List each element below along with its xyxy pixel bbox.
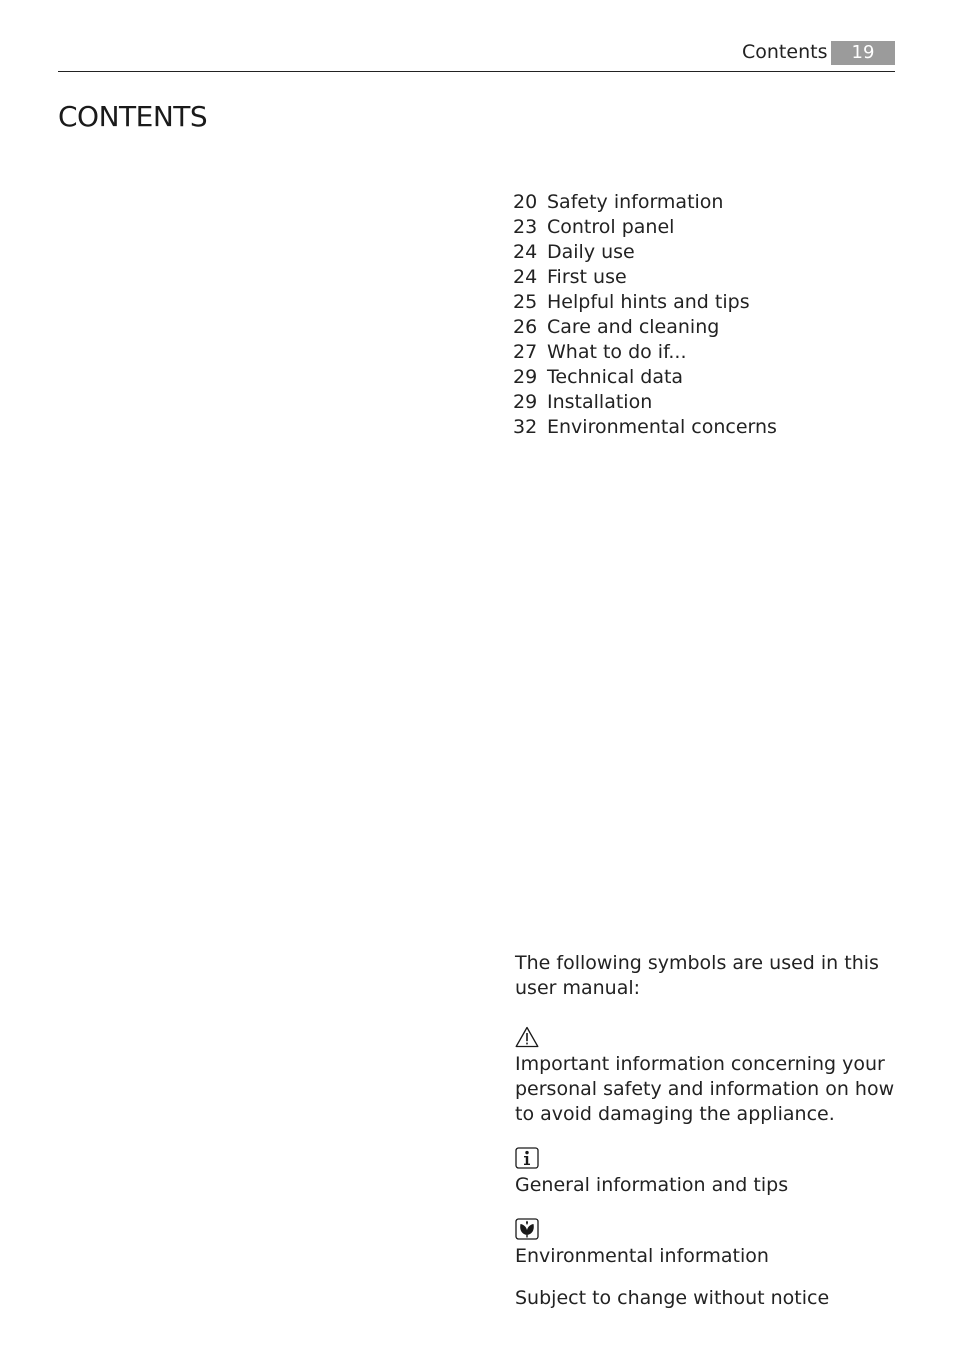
info-text: General information and tips	[515, 1174, 789, 1196]
toc-page: 23	[513, 216, 538, 238]
toc-title: Helpful hints and tips	[547, 291, 750, 313]
toc-entry[interactable]	[513, 265, 913, 290]
symbols-intro: The following symbols are used in this user manual:	[515, 952, 879, 999]
toc-entry[interactable]	[513, 190, 913, 215]
toc-page: 27	[513, 341, 538, 363]
toc-entry[interactable]	[513, 365, 913, 390]
toc-page: 20	[513, 191, 538, 213]
toc-title: Control panel	[547, 216, 675, 238]
toc-title: Care and cleaning	[547, 316, 720, 338]
toc-entry[interactable]	[513, 240, 913, 265]
toc-entry[interactable]	[513, 315, 913, 340]
toc-entry[interactable]	[513, 340, 913, 365]
toc-title: Technical data	[547, 366, 684, 388]
warning-text: Important information concerning your personal safety and information on how to avoid damaging the appliance.	[515, 1053, 895, 1125]
info-icon	[515, 1147, 895, 1171]
toc-title: Environmental concerns	[547, 416, 777, 438]
toc-page: 25	[513, 291, 538, 313]
environment-text: Environmental information	[515, 1245, 769, 1267]
toc-title: Installation	[547, 391, 653, 413]
header-rule	[58, 71, 895, 72]
toc-entry[interactable]	[513, 290, 913, 315]
symbols-legend	[515, 951, 895, 1311]
toc-entry[interactable]	[513, 415, 913, 440]
page-number: 19	[831, 41, 895, 65]
environment-icon	[515, 1218, 895, 1242]
toc-title: Daily use	[547, 241, 635, 263]
toc-entry[interactable]	[513, 215, 913, 240]
toc-page: 24	[513, 241, 538, 263]
toc-entry[interactable]	[513, 390, 913, 415]
page-title: CONTENTS	[58, 100, 208, 133]
toc-page: 24	[513, 266, 538, 288]
toc-title: What to do if...	[547, 341, 687, 363]
change-notice: Subject to change without notice	[515, 1287, 830, 1309]
warning-triangle-icon	[515, 1026, 895, 1050]
toc-page: 26	[513, 316, 538, 338]
toc-title: First use	[547, 266, 627, 288]
header-section-label: Contents	[742, 41, 828, 63]
toc-page: 29	[513, 366, 538, 388]
toc-title: Safety information	[547, 191, 724, 213]
toc-page: 32	[513, 416, 538, 438]
table-of-contents	[513, 190, 913, 440]
toc-page: 29	[513, 391, 538, 413]
